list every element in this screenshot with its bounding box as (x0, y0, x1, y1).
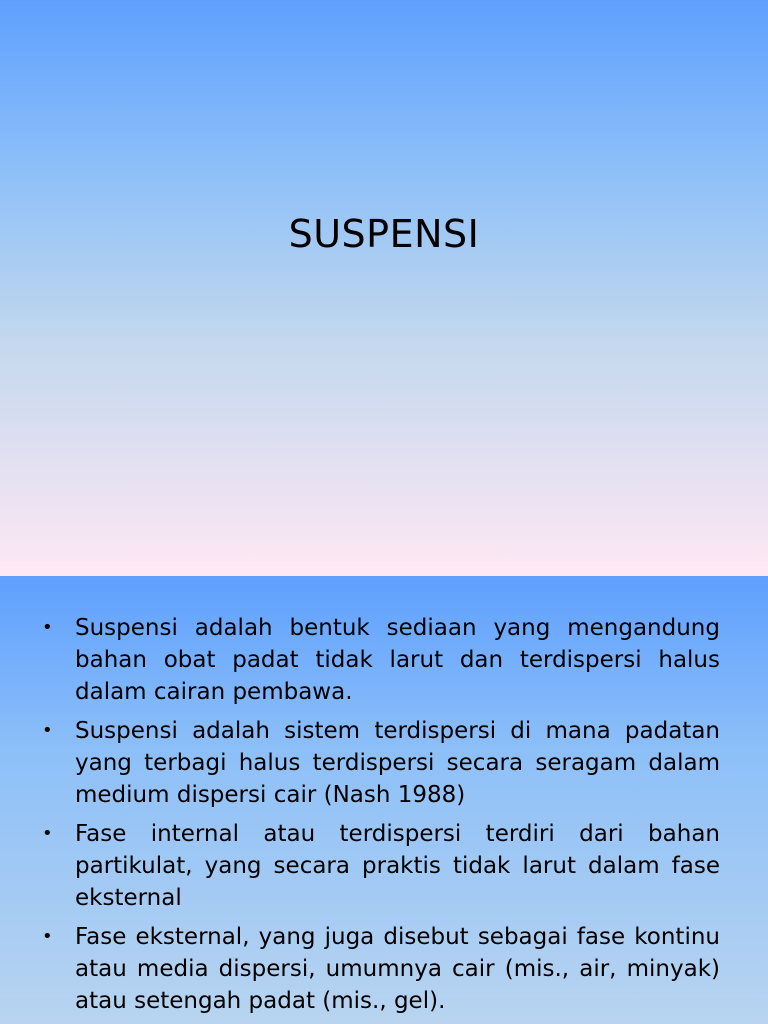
content-slide (0, 576, 768, 1024)
list-item (42, 612, 720, 708)
bullet-text: Fase internal atau terdispersi terdiri dari bahan partikulat, yang secara praktis tidak larut dalam fase eksternal (75, 821, 720, 911)
bullet-icon: • (42, 617, 53, 638)
slide-title: SUSPENSI (288, 212, 480, 256)
bullet-list (42, 612, 720, 1024)
bullet-icon: • (42, 926, 53, 947)
bullet-icon: • (42, 823, 53, 844)
list-item (42, 818, 720, 914)
bullet-icon: • (42, 720, 53, 741)
list-item (42, 715, 720, 811)
bullet-text: Suspensi adalah bentuk sediaan yang mengandung bahan obat padat tidak larut dan terdispersi halus dalam cairan pembawa. (75, 615, 720, 705)
bullet-text: Fase eksternal, yang juga disebut sebagai fase kontinu atau media dispersi, umumnya cair (mis., air, minyak) atau setengah padat (mis., gel). (75, 924, 720, 1014)
list-item (42, 921, 720, 1017)
bullet-text: Suspensi adalah sistem terdispersi di mana padatan yang terbagi halus terdispersi secara seragam dalam medium dispersi cair (Nash 1988) (75, 718, 720, 808)
